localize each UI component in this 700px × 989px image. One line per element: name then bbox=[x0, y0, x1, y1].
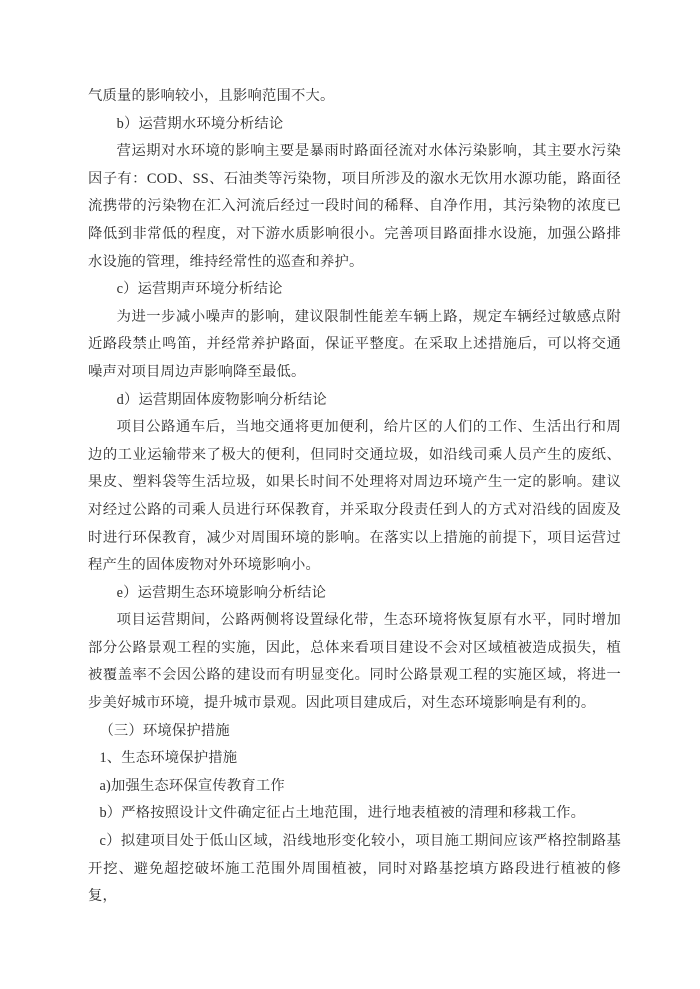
body-paragraph: 为进一步减小噪声的影响，建议限制性能差车辆上路，规定车辆经过敏感点附近路段禁止鸣笛，并经常养护路面，保证平整度。在采取上述措施后，可以将交通噪声对项目周边声影响降至最低。 bbox=[88, 308, 621, 380]
section-heading: （三）环境保护措施 bbox=[99, 722, 230, 739]
body-paragraph: 气质量的影响较小，且影响范围不大。 bbox=[88, 88, 335, 104]
section-heading: d）运营期固体废物影响分析结论 bbox=[116, 391, 327, 408]
list-item-paragraph: c）拟建项目处于低山区域，沿线地形变化较小，项目施工期间应该严格控制路基开挖、避免超挖破坏施工范围外周围植被，同时对路基挖填方路段进行植被的修复， bbox=[88, 833, 621, 905]
list-item-paragraph: b）严格按照设计文件确定征占土地范围，进行地表植被的清理和移栽工作。 bbox=[99, 805, 586, 822]
page-content bbox=[88, 83, 621, 911]
list-item-paragraph: a)加强生态环保宣传教育工作 bbox=[99, 777, 285, 794]
section-heading: b）运营期水环境分析结论 bbox=[116, 115, 284, 132]
section-heading: e）运营期生态环境影响分析结论 bbox=[116, 584, 327, 601]
body-paragraph: 项目运营期间，公路两侧将设置绿化带，生态环境将恢复原有水平，同时增加部分公路景观工程的实施，因此，总体来看项目建设不会对区域植被造成损失，植被覆盖率不会因公路的建设而有明显变化。同时公路景观工程的实施区域，将进一步美好城市环境，提升城市景观。因此项目建成后，对生态环境影响是有利的。 bbox=[88, 612, 621, 712]
section-heading: 1、生态环境保护措施 bbox=[99, 750, 238, 767]
body-paragraph: 营运期对水环境的影响主要是暴雨时路面径流对水体污染影响，其主要水污染因子有：COD、SS、石油类等污染物，项目所涉及的溆水无饮用水源功能，路面径流携带的污染物在汇入河流后经过一段时间的稀释、自净作用，其污染物的浓度已降低到非常低的程度，对下游水质影响很小。完善项目路面排水设施，加强公路排水设施的管理，维持经常性的巡查和养护。 bbox=[88, 143, 621, 270]
section-heading: c）运营期声环境分析结论 bbox=[116, 281, 283, 298]
body-paragraph: 项目公路通车后，当地交通将更加便利，给片区的人们的工作、生活出行和周边的工业运输带来了极大的便利，但同时交通垃圾，如沿线司乘人员产生的废纸、果皮、塑料袋等生活垃圾，如果长时间不处理将对周边环境产生一定的影响。建议对经过公路的司乘人员进行环保教育，并采取分段责任到人的方式对沿线的固废及时进行环保教育，减少对周围环境的影响。在落实以上措施的前提下，项目运营过程产生的固体废物对外环境影响小。 bbox=[88, 419, 621, 574]
